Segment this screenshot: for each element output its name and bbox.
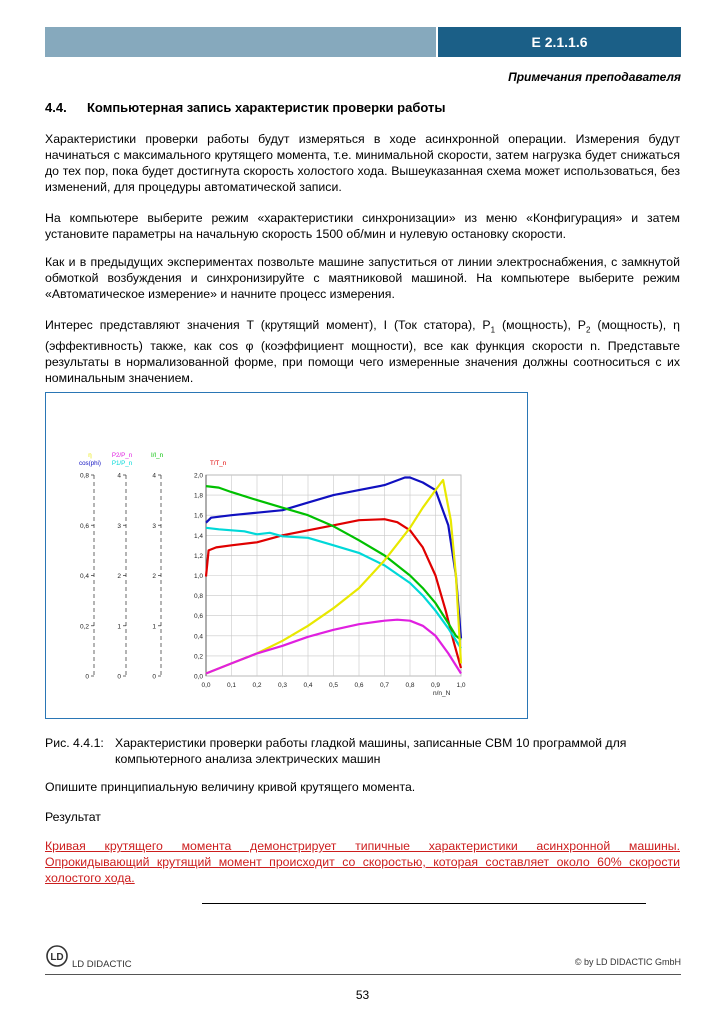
y-tick-label-t: 0,8: [193, 593, 203, 601]
header-accent-bar: [45, 27, 436, 57]
y-tick-label-t: 1,2: [193, 552, 203, 560]
x-tick-label: 0,2: [252, 682, 262, 689]
axis-legend-label: I/I_n: [150, 452, 164, 459]
footer-brand: LD DIDACTIC: [72, 959, 132, 970]
x-tick-label: 0,9: [430, 682, 441, 689]
y-tick-label-t: 1,0: [193, 573, 203, 580]
axis-legend-label: T/T_n: [210, 460, 227, 467]
axis-legend-label: η: [88, 452, 92, 459]
footer-rule: [45, 974, 681, 975]
secondary-axis-tick-label: 1: [152, 623, 156, 631]
result-text: Кривая крутящего момента демонстрирует типичные характеристики асинхронной машины. Опрокидывающий крутящий момент происходит со скоростью, которая составляет около 60% скорости холостого хода.: [45, 839, 680, 885]
performance-chart: [46, 393, 527, 718]
secondary-axis-tick-label: 4: [117, 472, 121, 480]
result-underline: [202, 903, 646, 904]
secondary-axis-tick-label: 3: [117, 522, 121, 530]
footer-copyright: © by LD DIDACTIC GmbH: [574, 957, 681, 967]
section-title: Компьютерная запись характеристик проверки работы: [87, 100, 446, 115]
figure-frame: [45, 392, 528, 719]
paragraph-4: [45, 317, 680, 386]
secondary-axis-tick-label: 0: [117, 673, 121, 681]
secondary-axis-tick-label: 2: [152, 573, 156, 580]
page-number: 53: [355, 988, 370, 1002]
secondary-axis-tick-label: 0,2: [79, 623, 89, 631]
result-label: Результат: [45, 810, 101, 824]
y-tick-label-t: 0,4: [193, 633, 203, 641]
x-tick-label: 0,8: [405, 682, 415, 689]
axis-legend-label: P2/P_n: [111, 452, 133, 459]
x-tick-label: 0,1: [226, 682, 237, 689]
secondary-axis-tick-label: 2: [117, 573, 121, 580]
header-subtitle: Примечания преподавателя: [508, 70, 681, 84]
secondary-axis-tick-label: 0: [152, 673, 156, 681]
section-heading: [45, 100, 445, 115]
x-tick-label: 1,0: [456, 682, 466, 689]
document-code: E 2.1.1.6: [438, 27, 681, 57]
axis-legend-label: P1/P_n: [111, 460, 133, 467]
logo-letters: LD: [50, 952, 64, 963]
caption-label: Рис. 4.4.1:: [45, 736, 104, 750]
x-tick-label: 0,7: [379, 682, 390, 689]
x-tick-label: 0,6: [354, 682, 364, 689]
paragraph-2: На компьютере выберите режим «характеристики синхронизации» из меню «Конфигурация» и затем установите параметры на начальную скорость 1500 об/мин и нулевую остановку скорости.: [45, 211, 680, 241]
x-tick-label: 0,4: [303, 682, 313, 689]
secondary-axis-tick-label: 0: [85, 673, 89, 681]
x-tick-label: 0,0: [201, 682, 211, 689]
y-tick-label-t: 0,6: [193, 613, 203, 621]
y-tick-label-t: 0,0: [193, 673, 203, 681]
p4-part-c: (мощность), η (эффективность) также, как cos φ (коэффициент мощности), все как функция скорости n. Представьте результаты в нормализованной форме, при помощи чего измеренные значения должны соотноситься с их номинальным значением.: [45, 318, 680, 386]
question-text: Опишите принципиальную величину кривой крутящего момента.: [45, 780, 416, 794]
paragraph-3: Как и в предыдущих экспериментах позвольте машине запуститься от линии электроснабжения, с замкнутой обмоткой возбуждения и синхронизируйте с маятниковой машиной. На компьютере выберите режим «Автоматическое измерение» и начните процесс измерения.: [45, 255, 680, 301]
caption-text: Характеристики проверки работы гладкой машины, записанные CBM 10 программой для компьютерного анализа электрических машин: [115, 736, 627, 766]
paragraph-1: Характеристики проверки работы будут измеряться в ходе асинхронной операции. Измерения будут начинаться с максимального крутящего момента, т.е. минимальной скорости, затем нагрузка будет снижаться до тех пор, пока будет достигнута скорость холостого хода. Вышеуказанная схема может использоваться, без изменений, для процедуры автоматической записи.: [45, 132, 680, 194]
p4-sub-2: 2: [586, 325, 591, 335]
p4-part-a: Интерес представляют значения T (крутящий момент), I (Ток статора), P: [45, 318, 491, 332]
secondary-axis-tick-label: 0,8: [79, 472, 89, 480]
secondary-axis-tick-label: 1: [117, 623, 121, 631]
secondary-axis-tick-label: 4: [152, 472, 156, 480]
x-tick-label: 0,5: [328, 682, 339, 689]
p4-sub-1: 1: [490, 325, 496, 335]
p4-part-b: (мощность), P: [495, 318, 586, 332]
axis-legend-label: cos(phi): [78, 460, 102, 467]
secondary-axis-tick-label: 3: [152, 522, 156, 530]
y-tick-label-t: 1,6: [193, 512, 203, 520]
y-tick-label-t: 1,8: [193, 492, 203, 500]
secondary-axis-tick-label: 0,6: [79, 522, 89, 530]
y-tick-label-t: 0,2: [193, 653, 203, 661]
y-tick-label-t: 2,0: [193, 472, 203, 480]
y-tick-label-t: 1,4: [193, 532, 203, 540]
section-number: 4.4.: [45, 100, 67, 115]
x-tick-label: 0,3: [277, 682, 288, 689]
x-axis-label: n/n_N: [433, 690, 451, 697]
secondary-axis-tick-label: 0,4: [79, 573, 89, 580]
